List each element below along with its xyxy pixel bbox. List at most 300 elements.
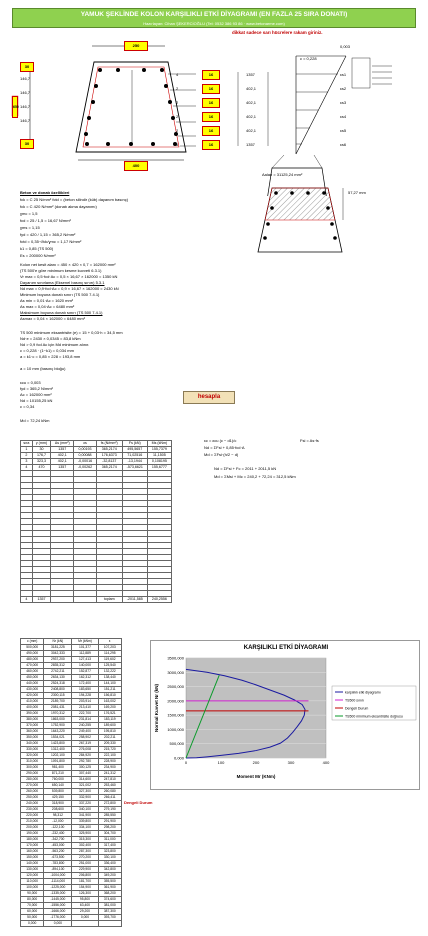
table-cell: 195,810	[98, 729, 121, 735]
table-cell: 650,140	[44, 783, 72, 789]
table-cell: -453,000	[44, 843, 72, 849]
calc-line-9: Asmax = 0,04 × 162000 = 6480 mm²	[20, 316, 86, 321]
table-cell: 222,100	[98, 753, 121, 759]
table-cell: 279,190	[98, 807, 121, 813]
calc-line-10: TS 500 minimum eksantrisite (e) = 15 + 0,03·h = 34,5 mm	[20, 330, 123, 335]
table-cell: 1423,800	[44, 741, 72, 747]
table-cell: 155,7379	[147, 447, 171, 453]
table-cell: -0,00262	[74, 465, 96, 471]
table-cell: 302,400	[72, 843, 98, 849]
table-cell	[74, 597, 96, 603]
result-line-2: Ac = 162000 mm²	[20, 392, 52, 397]
table-cell: 285,550	[98, 813, 121, 819]
table-cell: 440,000	[21, 681, 44, 687]
table-cell: 101,377	[72, 645, 98, 651]
table-cell: 298,200	[98, 825, 121, 831]
table-cell: 1357	[51, 465, 74, 471]
rebar-count-3: 2	[176, 114, 179, 119]
table-cell: 260,000	[21, 789, 44, 795]
chart-x-tick: 400	[322, 760, 330, 765]
table-cell: 539,800	[44, 789, 72, 795]
chart-legend-label: TS500 sınırı	[345, 698, 365, 703]
table-cell: 183,650	[72, 687, 98, 693]
height-input[interactable]: 650	[12, 96, 18, 118]
table-cell: 0,000	[44, 921, 72, 927]
table-header: c (mm)	[21, 639, 44, 645]
table-cell: 871,210	[44, 771, 72, 777]
rebar-count-4: 2	[176, 128, 179, 133]
table-cell: 320,000	[21, 753, 44, 759]
table-cell: 495,5657	[122, 447, 147, 453]
table-cell: 1202,100	[44, 753, 72, 759]
table-cell: 1752,900	[44, 723, 72, 729]
table-cell: 80,000	[21, 897, 44, 903]
table-cell: -573,6621	[122, 465, 147, 471]
side-eq-2: Nd = ΣFsi + 0,85·fcd·A	[204, 445, 245, 450]
table-header: fs (N/mm²)	[96, 441, 122, 447]
table-cell: 341,900	[72, 813, 98, 819]
rebar-area-5: 1357	[246, 142, 255, 147]
calc-line-6: As min = 0,01·Ac = 1620 mm²	[20, 298, 74, 303]
chart-x-tick: 100	[217, 760, 225, 765]
chart-x-label: Moment Mr (KNm)	[236, 774, 276, 779]
rebar-area-4: 402,1	[246, 128, 257, 133]
table-cell: 400,000	[21, 705, 44, 711]
table-cell: 190,000	[21, 831, 44, 837]
table-cell: 0,000	[21, 921, 44, 927]
table-cell: 162,312	[72, 675, 98, 681]
side-val-1: Md = ΣMsi + Mc = 240,2 + 72,24 = 312,5 kNm	[214, 474, 296, 479]
table-cell: 11,1505	[147, 453, 171, 459]
chart-y-tick: 1500,000	[167, 712, 184, 718]
table-cell: 120,000	[21, 873, 44, 879]
chart-y-tick: 3000,000	[167, 669, 184, 675]
table-cell: 220,000	[21, 813, 44, 819]
table-cell: 340,000	[21, 741, 44, 747]
table-cell: 200,000	[21, 825, 44, 831]
rebar-dia-input-5[interactable]: 16	[202, 140, 220, 150]
materials-row-1: fck = C 420 N/mm² (donatı akma dayanımı)	[20, 204, 97, 209]
table-cell: -1445,000	[44, 897, 72, 903]
table-cell: 350,000	[21, 735, 44, 741]
table-cell: 119,602	[98, 657, 121, 663]
table-cell: 206,800	[72, 873, 98, 879]
table-cell: 4	[21, 465, 33, 471]
chart-legend-label: TS500 minimum eksantrisite doğrusu	[345, 714, 403, 719]
table-cell: -32,8137	[96, 459, 122, 465]
calc-line-7: As max = 0,04·Ac = 6480 mm²	[20, 304, 75, 309]
table-cell: 460,000	[21, 669, 44, 675]
table-cell: 250,000	[21, 795, 44, 801]
table-cell: 194,228	[72, 693, 98, 699]
result-line-3: Nd = 10155,25 kN	[20, 398, 53, 403]
table-cell: 100,000	[21, 885, 44, 891]
table-header: sıra	[21, 441, 33, 447]
table-cell: 393,700	[98, 915, 121, 921]
table-cell: 138,440	[98, 675, 121, 681]
table-cell: 172,400	[72, 681, 98, 687]
table-cell: 176,521	[98, 711, 121, 717]
table-cell: 228,900	[98, 759, 121, 765]
table-cell: 429,150	[44, 795, 72, 801]
side-eq-0: ɛc = ɛcu (c − d1)/c	[204, 438, 237, 443]
table-cell: 337,220	[72, 801, 98, 807]
table-cell: 300,125	[72, 765, 98, 771]
table-cell: -673,500	[44, 855, 72, 861]
table-cell: 1863,000	[44, 717, 72, 723]
table-cell: 125,540	[98, 663, 121, 669]
table-cell: 1357	[51, 447, 74, 453]
table-header: As (mm²)	[51, 441, 74, 447]
table-cell: 330,100	[98, 855, 121, 861]
chart-y-tick: 1000,000	[167, 726, 184, 732]
rebar-count-2: 2	[176, 100, 179, 105]
table-cell: 2835,312	[44, 663, 72, 669]
table-cell: 170,000	[21, 843, 44, 849]
table-cell: 95,800	[72, 897, 98, 903]
table-cell: 290,000	[21, 771, 44, 777]
table-cell: 1643,220	[44, 729, 72, 735]
table-cell: 2189,700	[44, 699, 72, 705]
table-cell: 3181,225	[44, 645, 72, 651]
table-cell: 156,810	[98, 693, 121, 699]
materials-row-8: Es = 200000 N/mm²	[20, 253, 56, 258]
chart-y-tick: 2000,000	[167, 698, 184, 704]
table-cell: 323,800	[98, 849, 121, 855]
rebar-area-3: 402,1	[246, 114, 257, 119]
layer-table	[20, 440, 172, 603]
table-cell: 390,000	[21, 711, 44, 717]
table-cell: 210,000	[21, 819, 44, 825]
table-cell: 231,814	[72, 717, 98, 723]
table-cell: 215,720	[98, 747, 121, 753]
table-cell: 181,700	[72, 879, 98, 885]
table-cell: -1666,000	[44, 909, 72, 915]
table-header: Nr (kN)	[44, 639, 72, 645]
table-cell: 355,500	[98, 879, 121, 885]
table-cell: 3	[21, 459, 33, 465]
table-cell: 325,900	[72, 831, 98, 837]
table-cell: 410,000	[21, 699, 44, 705]
table-header: Mr (kNm)	[72, 639, 98, 645]
table-cell: 151,211	[98, 687, 121, 693]
table-cell: 30	[32, 447, 50, 453]
table-cell: 315,300	[72, 837, 98, 843]
dim-label-1: 146,7	[20, 76, 31, 81]
dim-input-5[interactable]: 30	[20, 139, 34, 149]
table-cell: 144,100	[98, 681, 121, 687]
materials-row-3: fcd = 25 / 1,5 = 16,67 N/mm²	[20, 218, 71, 223]
page-title: YAMUK ŞEKLİNDE KOLON KARŞILIKLI ETKİ DİYAGRAMI (EN FAZLA 25 SIRA DONATI)	[80, 11, 348, 18]
rebar-area-0: 1357	[246, 72, 255, 77]
neutral-axis-label: c = 0,228	[300, 56, 317, 61]
chart-y-tick: 3500,000	[167, 655, 184, 661]
table-cell: 140,000	[21, 861, 44, 867]
table-cell: 63,400	[72, 903, 98, 909]
calc-line-15: a = 10 mm (basınç bloğu)	[20, 366, 66, 371]
table-cell: -563,200	[44, 849, 72, 855]
materials-row-0: fck = C 25 N/mm² fctd = (beton silindir (küb) dayanım basınç)	[20, 197, 129, 202]
table-cell: 311,000	[98, 837, 121, 843]
table-cell: 208,600	[44, 807, 72, 813]
table-cell: 140,000	[72, 663, 98, 669]
table-cell: 334,100	[72, 825, 98, 831]
side-eq-3: Md = ΣFsi·(h/2 − d)	[204, 452, 239, 457]
table-cell: 240,255	[72, 723, 98, 729]
table-cell: 370,000	[21, 723, 44, 729]
table-cell: 284,920	[72, 753, 98, 759]
dim-label-3: 146,7	[20, 104, 31, 109]
table-cell: 70,000	[21, 903, 44, 909]
table-cell: -12,000	[44, 819, 72, 825]
balanced-note: Dengeli Durum	[124, 800, 153, 805]
rebar-area-2: 402,1	[246, 100, 257, 105]
table-cell: -1556,000	[44, 903, 72, 909]
calc-line-11: Nd·e = 2430 × 0,0345 = 83,8 kNm	[20, 336, 81, 341]
table-cell: 381,000	[98, 903, 121, 909]
table-cell: toplam	[96, 597, 122, 603]
chart-legend-label: karşılıklı etki diyagramı	[345, 690, 381, 695]
table-cell: 272,800	[98, 801, 121, 807]
table-header: ε	[98, 639, 121, 645]
table-row	[21, 921, 122, 927]
table-cell: 160,000	[21, 849, 44, 855]
table-cell: 321,002	[72, 783, 98, 789]
table-cell: 368,200	[98, 891, 121, 897]
calc-line-12: Nd > 0,9 fcd Ac için Md minimum alınır.	[20, 342, 90, 347]
table-cell: 183,119	[98, 717, 121, 723]
compression-depth-label: 57,27 mm	[348, 190, 366, 195]
table-cell: 240,000	[21, 801, 44, 807]
result-line-5: Md = 72,24 kNm	[20, 418, 50, 423]
table-cell: 1312,400	[44, 747, 72, 753]
calc-line-13: c = 0,228 · (1−k1) = 0,034 mm	[20, 348, 74, 353]
table-cell: 270,200	[72, 855, 98, 861]
table-cell: 260,080	[98, 789, 121, 795]
table-cell: 2634,130	[44, 675, 72, 681]
dim-label-4: 146,7	[20, 118, 31, 123]
table-cell: 330,000	[21, 747, 44, 753]
table-cell: 1091,800	[44, 759, 72, 765]
chart-y-tick: 2500,000	[167, 684, 184, 690]
result-line-4: c = 0,34	[20, 404, 35, 409]
table-cell: 402,1	[51, 453, 74, 459]
chart-x-tick: 300	[287, 760, 295, 765]
table-cell: 0,108195	[147, 459, 171, 465]
rebar-dia-input-3[interactable]: 16	[202, 112, 220, 122]
rebar-dia-input-4[interactable]: 16	[202, 126, 220, 136]
table-cell: -122,100	[44, 825, 72, 831]
side-eq-1: Fsi = As·fs	[300, 438, 319, 443]
strain-label-3: ɛs3	[340, 100, 347, 105]
table-cell: 280,000	[21, 777, 44, 783]
top-width-input[interactable]: 250	[124, 41, 148, 51]
interaction-chart	[150, 640, 420, 790]
calc-line-2: Vr max = 0,5·fcd·Ac = 0,5 × 16,67 × 162000 = 1350 kN	[20, 274, 118, 279]
table-cell: 253,460	[98, 783, 121, 789]
table-cell: 402,1	[51, 459, 74, 465]
chart-plot-bg	[186, 658, 326, 758]
table-cell: 203,914	[72, 699, 98, 705]
table-cell: 1	[21, 447, 33, 453]
table-cell: -0,00016	[74, 459, 96, 465]
table-cell: 234,900	[98, 765, 121, 771]
table-cell: 336,400	[98, 861, 121, 867]
calc-line-5: Minimum boyuna donatı sınırı (TS 500 7.4.1)	[20, 292, 100, 297]
chart-legend-label: Dengeli Durum	[345, 706, 369, 711]
table-cell: 154,900	[72, 885, 98, 891]
table-cell: 365,2174	[96, 465, 122, 471]
table-cell: 300,000	[21, 765, 44, 771]
title-banner	[12, 8, 416, 28]
rebar-dia-input-1[interactable]: 16	[202, 84, 220, 94]
side-val-0: Nd = ΣFsi + Fc = 2011 + 2011,5 kN	[214, 466, 277, 471]
table-cell: 90,000	[21, 891, 44, 897]
table-cell: 107,203	[98, 645, 121, 651]
strain-label-1: ɛs1	[340, 72, 347, 77]
materials-row-2: ɣmc = 1,5	[20, 211, 38, 216]
table-cell: 2742,211	[44, 669, 72, 675]
table-cell: 247,810	[98, 777, 121, 783]
table-header: Fs (kN)	[122, 441, 147, 447]
table-cell: 470	[32, 465, 50, 471]
chart-y-tick: 500,000	[169, 741, 184, 747]
table-cell: 2	[21, 453, 33, 459]
table-cell: 230,000	[21, 807, 44, 813]
table-cell: 29,200	[72, 909, 98, 915]
strain-label-6: ɛs6	[340, 142, 347, 147]
materials-title: Beton ve donatı özellikleri	[20, 190, 70, 195]
table-header: ɛs	[74, 441, 96, 447]
table-cell: 251,000	[72, 861, 98, 867]
table-cell: 60,000	[21, 909, 44, 915]
table-cell: 110,000	[21, 879, 44, 885]
table-cell: 258,902	[72, 735, 98, 741]
table-cell: 374,600	[98, 897, 121, 903]
table-cell: 340,100	[72, 807, 98, 813]
table-cell: 470,000	[21, 663, 44, 669]
table-cell: -1004,000	[44, 873, 72, 879]
dim-label-2: 146,7	[20, 90, 31, 95]
materials-row-4: ɣms = 1,15	[20, 225, 40, 230]
dim-input-0[interactable]: 30	[20, 62, 34, 72]
table-cell: 450,000	[21, 675, 44, 681]
result-line-1: fyd = 365,2 N/mm²	[20, 386, 54, 391]
table-cell: 307,440	[72, 771, 98, 777]
table-cell: 150,000	[21, 855, 44, 861]
table-cell: 304,700	[98, 831, 121, 837]
rebar-area-1: 402,1	[246, 86, 257, 91]
table-cell: 249,400	[72, 729, 98, 735]
table-cell: 176,7	[32, 453, 50, 459]
table-cell: 3042,333	[44, 651, 72, 657]
table-cell: 229,900	[72, 867, 98, 873]
strain-label-4: ɛs4	[340, 114, 347, 119]
calc-line-4: Nd max = 0,9·fcd·Ac = 0,9 × 16,67 × 162000 = 2430 kN	[20, 286, 119, 291]
table-cell: 981,400	[44, 765, 72, 771]
table-cell: 380,000	[21, 717, 44, 723]
table-cell: 420,000	[21, 693, 44, 699]
table-cell: 2408,800	[44, 687, 72, 693]
calc-line-14: a = k1·c = 0,85 × 228 = 193,8 mm	[20, 354, 81, 359]
table-cell: 349,200	[98, 873, 121, 879]
bottom-width-input[interactable]: 400	[124, 161, 148, 171]
table-cell: -342,700	[44, 837, 72, 843]
table-cell: 2081,431	[44, 705, 72, 711]
result-line-0: ɛcu = 0,003	[20, 380, 41, 385]
chart-y-tick: 0,000	[173, 755, 184, 761]
calc-line-0: Kolon net kesit alanı = 450 × 420 × 0,7 = 162000 mm²	[20, 262, 116, 267]
table-cell: 176,6373	[96, 453, 122, 459]
compression-area-label: Aalan = 31125,24 mm²	[262, 172, 303, 177]
hesapla-button[interactable]: hesapla	[183, 391, 235, 404]
chart-y-label: Normal Kuvvet Nr (kN)	[154, 683, 159, 733]
chart-x-tick: 200	[252, 760, 260, 765]
table-footer-row	[21, 597, 172, 603]
table-cell: 189,600	[98, 723, 121, 729]
table-cell: 291,900	[98, 819, 121, 825]
table-cell: 480,000	[21, 657, 44, 663]
calc-line-1: (TS 500'e göre minimum kesme kuvveti 6.3.1)	[20, 268, 102, 273]
table-cell: 430,000	[21, 687, 44, 693]
materials-row-5: fyd = 420 / 1,15 = 365,2 N/mm²	[20, 232, 76, 237]
table-cell: -13,1944	[122, 459, 147, 465]
table-cell: 112,889	[72, 651, 98, 657]
table-cell: -1114,000	[44, 879, 72, 885]
strain-label-5: ɛs5	[340, 128, 347, 133]
table-cell: 317,400	[98, 843, 121, 849]
table-cell: 126,300	[72, 891, 98, 897]
table-cell: 342,800	[98, 867, 121, 873]
calc-line-8: Maksimum boyuna donatı sınırı (TS 500 7.4.1)	[20, 310, 103, 315]
table-cell: 114,295	[98, 651, 121, 657]
table-cell: 202,211	[98, 735, 121, 741]
table-cell	[98, 921, 121, 927]
table-cell: 0,000	[72, 915, 98, 921]
rebar-count-1: 2	[176, 86, 179, 91]
table-cell: 760,000	[44, 777, 72, 783]
table-cell: 240,2556	[147, 597, 171, 603]
table-cell: 163,002	[98, 699, 121, 705]
chart-x-tick: 0	[184, 760, 188, 765]
table-cell: 2524,318	[44, 681, 72, 687]
table-cell: 152,877	[72, 669, 98, 675]
table-cell: 130,000	[21, 867, 44, 873]
rebar-dia-input-2[interactable]: 16	[202, 98, 220, 108]
rebar-count-5: 5	[176, 142, 179, 147]
compression-block-drawing	[250, 180, 350, 270]
rebar-dia-input-0[interactable]: 16	[202, 70, 220, 80]
input-note: dikkat sadece sarı hücrelere rakam giriniz.	[232, 30, 323, 35]
table-cell: 490,000	[21, 651, 44, 657]
interaction-table	[20, 638, 122, 927]
table-cell: 0,00193	[74, 447, 96, 453]
table-cell	[51, 597, 74, 603]
materials-row-7: k1 = 0,85 (TS 500)	[20, 246, 54, 251]
table-cell: -894,100	[44, 867, 72, 873]
table-cell	[72, 921, 98, 927]
table-cell: 98,312	[44, 813, 72, 819]
table-cell: 1357	[32, 597, 50, 603]
materials-row-6: fctd = 0,35·√fck/ɣmc = 1,17 N/mm²	[20, 239, 82, 244]
table-cell: 327,300	[72, 789, 98, 795]
table-cell: -1776,000	[44, 915, 72, 921]
table-cell: 332,900	[72, 795, 98, 801]
table-cell: 365,2174	[96, 447, 122, 453]
table-cell: -783,800	[44, 861, 72, 867]
table-header: Ms (kNm)	[147, 441, 171, 447]
table-cell: 314,600	[72, 777, 98, 783]
